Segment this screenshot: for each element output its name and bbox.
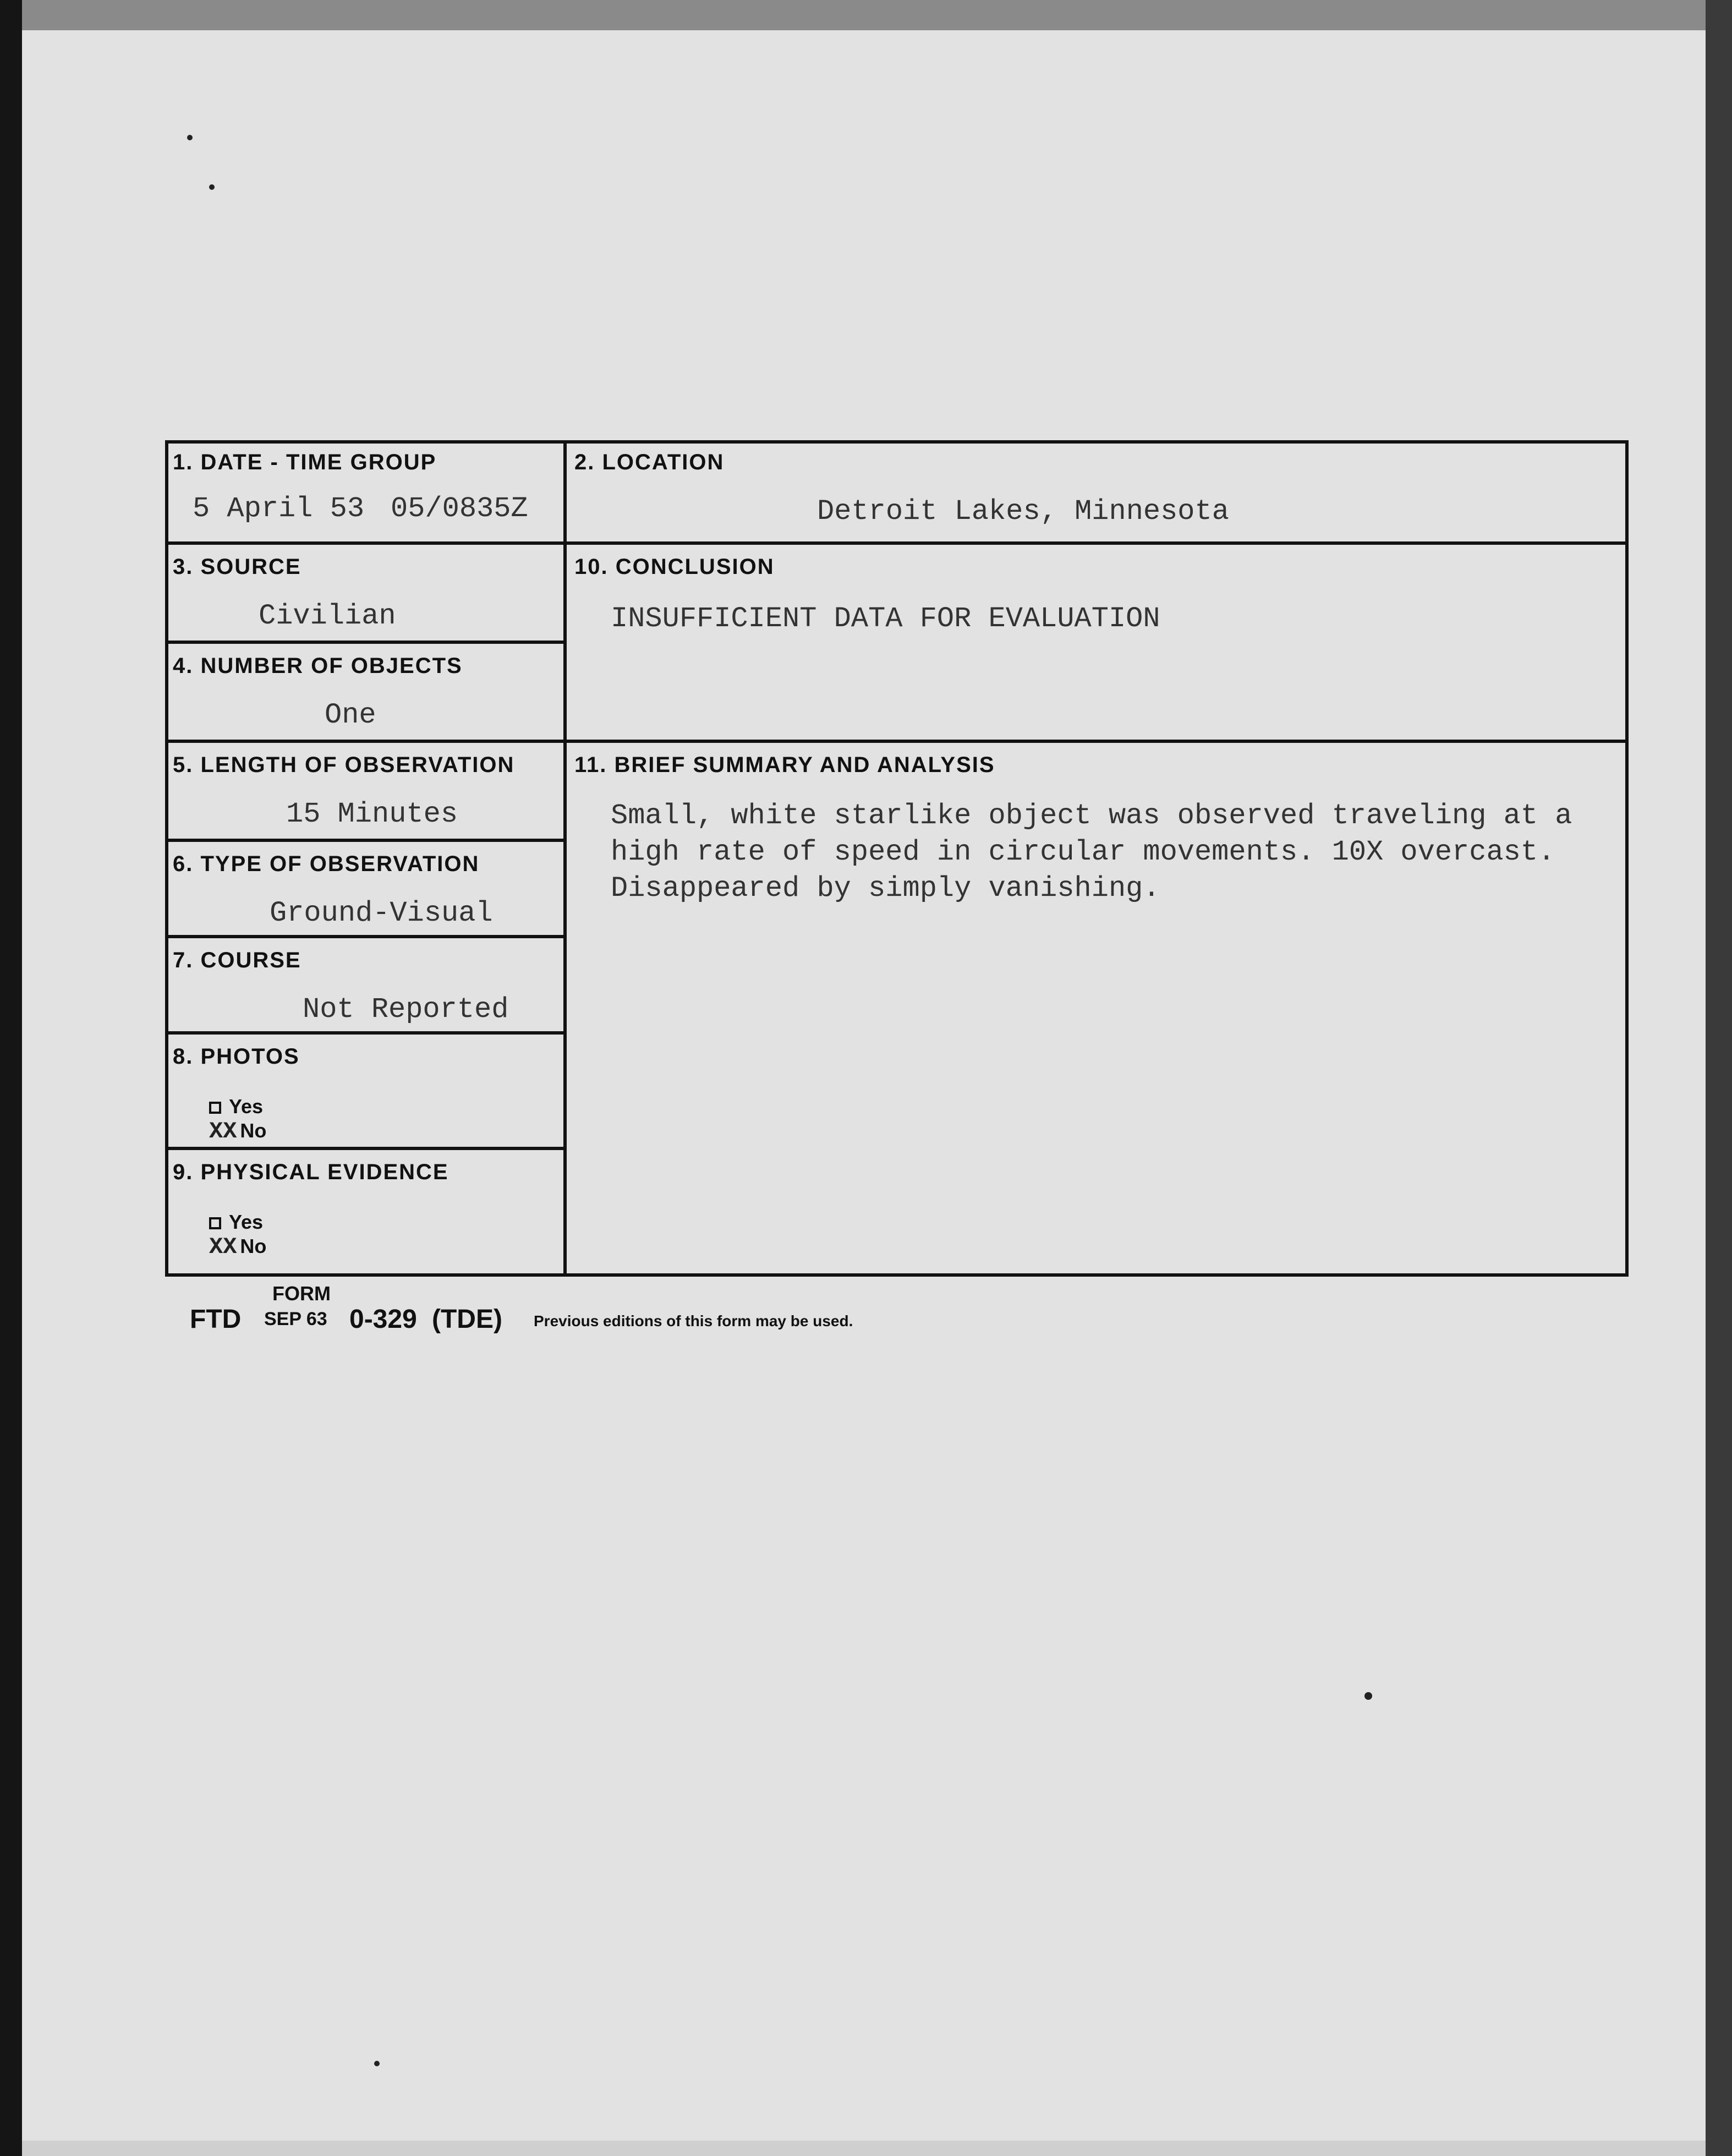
course-value: Not Reported — [303, 993, 509, 1026]
physical-evidence-label: 9. PHYSICAL EVIDENCE — [173, 1160, 449, 1184]
length-of-observation-cell — [165, 743, 567, 842]
dust-speck — [1364, 1692, 1372, 1700]
length-of-observation-value: 15 Minutes — [286, 798, 458, 830]
photos-no-option — [209, 1118, 266, 1145]
conclusion-label: 10. CONCLUSION — [574, 555, 775, 579]
photos-yes-checkbox — [209, 1102, 221, 1114]
type-of-observation-value: Ground-Visual — [270, 897, 493, 929]
report-form — [165, 440, 1629, 1277]
source-value: Civilian — [259, 600, 396, 632]
conclusion-value: INSUFFICIENT DATA FOR EVALUATION — [611, 603, 1160, 635]
footer-form-word: FORM — [272, 1282, 331, 1305]
physical-evidence-yes-label: Yes — [229, 1211, 264, 1233]
source-label: 3. SOURCE — [173, 555, 302, 579]
physical-evidence-cell — [165, 1150, 567, 1277]
photos-yes-option — [209, 1095, 263, 1118]
physical-evidence-yes-checkbox — [209, 1217, 221, 1229]
photos-label: 8. PHOTOS — [173, 1044, 300, 1069]
type-of-observation-cell — [165, 842, 567, 938]
dust-speck — [209, 184, 215, 190]
physical-evidence-yes-option — [209, 1211, 263, 1234]
physical-evidence-no-typed-mark: XX — [209, 1234, 237, 1260]
location-cell — [567, 440, 1629, 545]
scan-edge-bottom — [22, 2141, 1706, 2156]
footer-ftd: FTD — [190, 1305, 242, 1334]
course-label: 7. COURSE — [173, 948, 302, 972]
footer-date: SEP 63 — [264, 1309, 327, 1329]
conclusion-cell — [567, 545, 1629, 743]
source-cell — [165, 545, 567, 644]
date-time-label: 1. DATE - TIME GROUP — [173, 450, 437, 474]
scan-edge-left — [0, 0, 22, 2156]
date-value: 5 April 53 — [193, 493, 365, 525]
scan-edge-top — [22, 0, 1732, 30]
footer-note: Previous editions of this form may be used. — [534, 1312, 853, 1329]
location-label: 2. LOCATION — [574, 450, 725, 474]
dust-speck — [187, 135, 193, 140]
physical-evidence-no-label: No — [240, 1235, 267, 1257]
summary-label: 11. BRIEF SUMMARY AND ANALYSIS — [574, 753, 995, 777]
photos-no-label: No — [240, 1119, 267, 1142]
photos-yes-label: Yes — [229, 1095, 264, 1118]
scan-edge-right — [1706, 0, 1732, 2156]
summary-text: Small, white starlike object was observed traveling at a high rate of speed in circular movements. 10X overcast. Disappeared by simply vanishing. — [611, 800, 1572, 905]
location-value: Detroit Lakes, Minnesota — [817, 495, 1229, 528]
number-of-objects-value: One — [325, 699, 376, 731]
number-of-objects-label: 4. NUMBER OF OBJECTS — [173, 654, 463, 678]
number-of-objects-cell — [165, 644, 567, 743]
photos-cell — [165, 1035, 567, 1150]
footer-form-number: 0-329 — [349, 1305, 417, 1334]
photos-no-typed-mark: XX — [209, 1118, 237, 1145]
time-value: 05/0835Z — [391, 493, 528, 525]
length-of-observation-label: 5. LENGTH OF OBSERVATION — [173, 753, 515, 777]
summary-cell — [567, 743, 1629, 1277]
type-of-observation-label: 6. TYPE OF OBSERVATION — [173, 852, 480, 876]
date-time-cell — [165, 440, 567, 545]
physical-evidence-no-option — [209, 1234, 266, 1260]
dust-speck — [374, 2061, 380, 2066]
footer-code: (TDE) — [432, 1305, 502, 1334]
course-cell — [165, 938, 567, 1035]
